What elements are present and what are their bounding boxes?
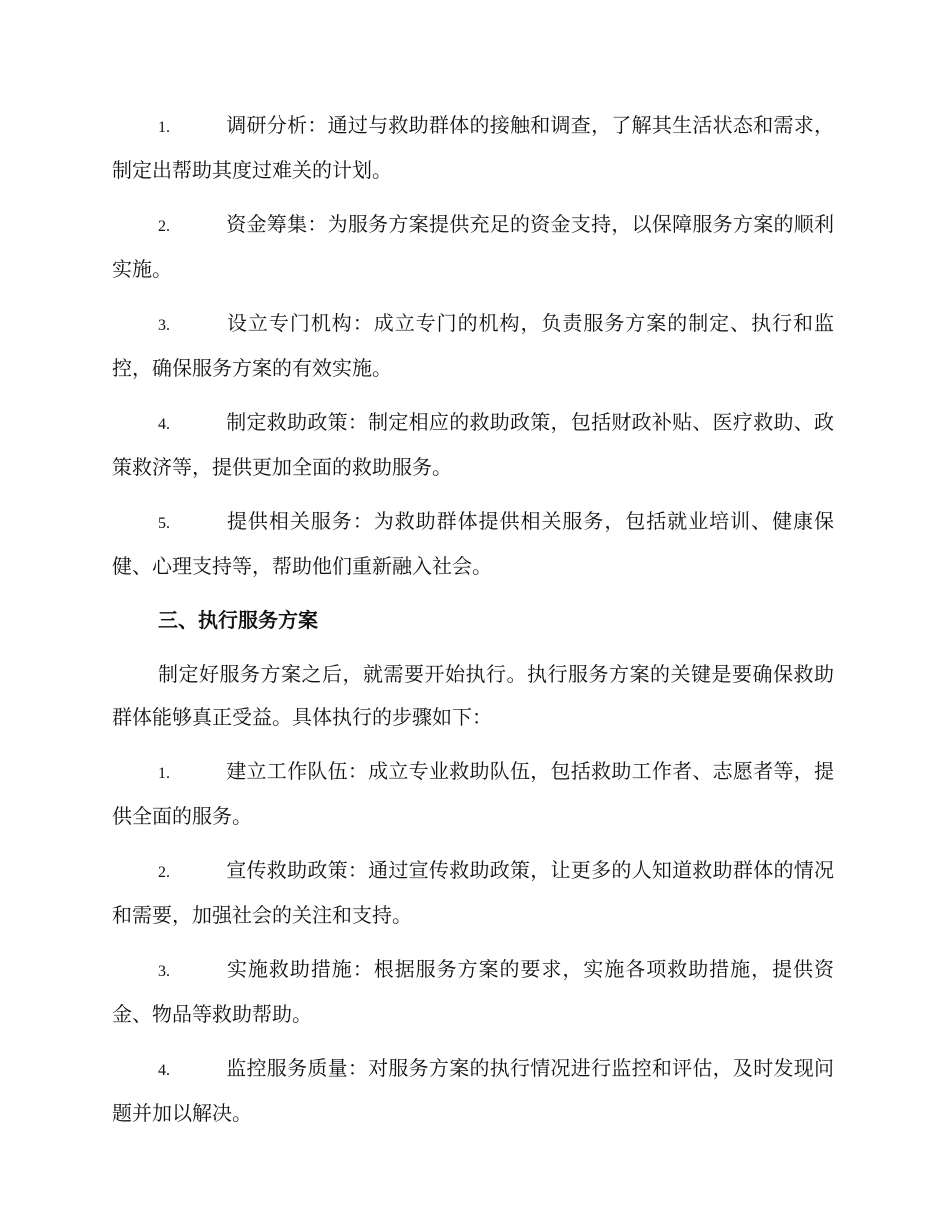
list-text: 实施救助措施：根据服务方案的要求，实施各项救助措施，提供资金、物品等救助帮助。 xyxy=(112,957,834,1026)
list-text: 提供相关服务：为救助群体提供相关服务，包括就业培训、健康保健、心理支持等，帮助他们重新融入社会。 xyxy=(112,509,834,578)
list-text: 调研分析：通过与救助群体的接触和调查，了解其生活状态和需求，制定出帮助其度过难关的计划。 xyxy=(112,113,834,182)
list-text: 监控服务质量：对服务方案的执行情况进行监控和评估，及时发现问题并加以解决。 xyxy=(112,1056,834,1125)
list-text: 建立工作队伍：成立专业救助队伍，包括救助工作者、志愿者等，提供全面的服务。 xyxy=(112,759,834,828)
list-text: 制定救助政策：制定相应的救助政策，包括财政补贴、医疗救助、政策救济等，提供更加全面的救助服务。 xyxy=(112,410,834,479)
list-number: 1. xyxy=(158,119,170,136)
list-number: 3. xyxy=(158,963,170,980)
list-number: 4. xyxy=(158,416,170,433)
list-item xyxy=(112,750,834,838)
document-page xyxy=(112,104,834,1146)
list-number: 3. xyxy=(158,317,170,334)
section-intro-paragraph: 制定好服务方案之后，就需要开始执行。执行服务方案的关键是要确保救助群体能够真正受益。具体执行的步骤如下： xyxy=(112,662,834,729)
list-text: 设立专门机构：成立专门的机构，负责服务方案的制定、执行和监控，确保服务方案的有效实施。 xyxy=(112,311,834,380)
list-item xyxy=(112,1047,834,1135)
list-item xyxy=(112,849,834,937)
list-item xyxy=(112,302,834,390)
list-number: 2. xyxy=(158,218,170,235)
list-number: 2. xyxy=(158,864,170,881)
list-number: 4. xyxy=(158,1062,170,1079)
list-text: 资金筹集：为服务方案提供充足的资金支持，以保障服务方案的顺利实施。 xyxy=(112,212,834,281)
list-item xyxy=(112,948,834,1036)
list-number: 5. xyxy=(158,515,170,532)
list-text: 宣传救助政策：通过宣传救助政策，让更多的人知道救助群体的情况和需要，加强社会的关注和支持。 xyxy=(112,858,834,927)
list-item xyxy=(112,203,834,291)
list-number: 1. xyxy=(158,765,170,782)
list-item xyxy=(112,500,834,588)
section-heading: 三、执行服务方案 xyxy=(158,608,318,632)
list-item xyxy=(112,104,834,192)
list-item xyxy=(112,401,834,489)
